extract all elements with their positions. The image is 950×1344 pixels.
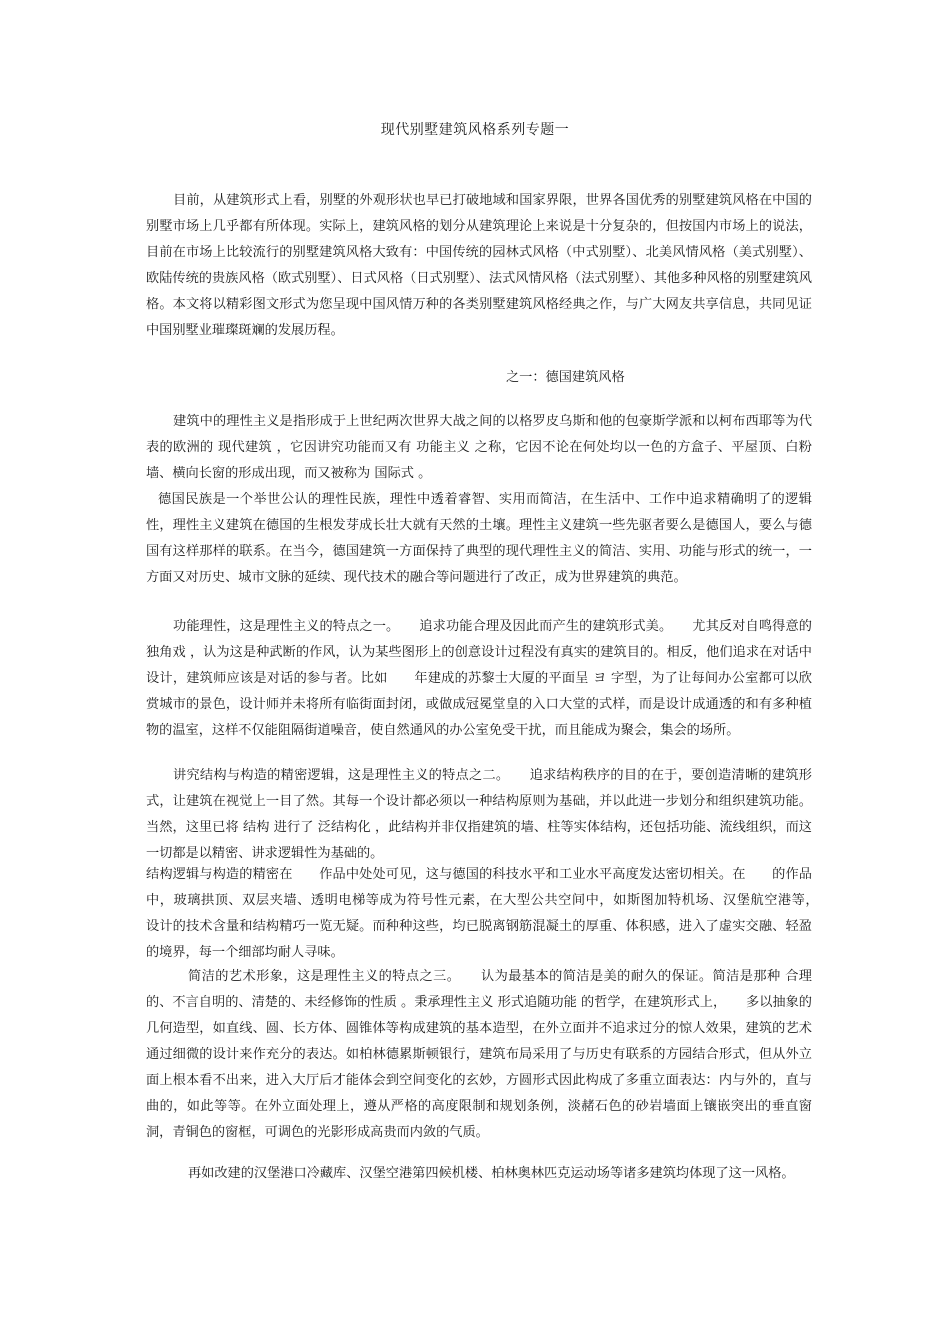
section-title: 之一：德国建筑风格 [506,370,625,385]
body-paragraph: 功能理性，这是理性主义的特点之一。 追求功能合理及因此而产生的建筑形式美。 尤其反对自鸣得意的独角戏 ，认为这是种武断的作风，认为某些图形上的创意设计过程没有真实的建筑目的。相反，他们追求在对话中设计，建筑师应该是对话的参与者。比如 年建成的苏黎士大厦的平面呈 ヨ 字型，为了让每间办公室都可以欣赏城市的景色，设计师并未将所有临街面封闭，或做成冠冕堂皇的入口大堂的式样，而是设计成通透的和有多种植物的温室，这样不仅能阻隔街道噪音，使自然通风的办公室免受干扰，而且能成为聚会，集会的场所。 [146,619,812,738]
body-paragraph: 建筑中的理性主义是指形成于上世纪两次世界大战之间的以格罗皮乌斯和他的包豪斯学派和以柯布西耶等为代表的欧洲的 现代建筑 ，它因讲究功能而又有 功能主义 之称，它因不论在何处均以一色的方盒子、平屋顶、白粉墙、横向长窗的形成出现，而又被称为 国际式 。 [146,414,812,481]
body-paragraph: 简洁的艺术形象，这是理性主义的特点之三。 认为最基本的简洁是美的耐久的保证。简洁是那种 合理的、不言自明的、清楚的、未经修饰的性质 。秉承理性主义 形式追随功能 的哲学，在建筑形式上， 多以抽象的几何造型，如直线、圆、长方体、圆锥体等构成建筑的基本造型，在外立面并不追求过分的惊人效果，建筑的艺术通过细微的设计来作充分的表达。如柏林德累斯顿银行，建筑布局采用了与历史有联系的方园结合形式，但从外立面上根本看不出来，进入大厅后才能体会到空间变化的玄妙，方圆形式因此构成了多重立面表达：内与外的，直与曲的，如此等等。在外立面处理上，遵从严格的高度限制和规划条例，淡赭石色的砂岩墙面上镶嵌突出的垂直窗洞，青铜色的窗框，可调色的光影形成高贵而内敛的气质。 [146,969,812,1140]
body-paragraph: 讲究结构与构造的精密逻辑，这是理性主义的特点之二。 追求结构秩序的目的在于，要创造清晰的建筑形式，让建筑在视觉上一目了然。其每一个设计都必须以一种结构原则为基础，并以此进一步划分和组织建筑功能。当然，这里已将 结构 进行了 泛结构化 ，此结构并非仅指建筑的墙、柱等实体结构，还包括功能、流线组织，而这一切都是以精密、讲求逻辑性为基础的。 [146,768,812,861]
intro-paragraph: 目前，从建筑形式上看，别墅的外观形状也早已打破地域和国家界限，世界各国优秀的别墅建筑风格在中国的别墅市场上几乎都有所体现。实际上，建筑风格的划分从建筑理论上来说是十分复杂的，但按国内市场上的说法，目前在市场上比较流行的别墅建筑风格大致有：中国传统的园林式风格（中式别墅）、北美风情风格（美式别墅）、欧陆传统的贵族风格（欧式别墅）、日式风格（日式别墅）、法式风情风格（法式别墅）、其他多种风格的别墅建筑风格。本文将以精彩图文形式为您呈现中国风情万种的各类别墅建筑风格经典之作，与广大网友共享信息，共同见证中国别墅业璀璨斑斓的发展历程。 [146,193,812,338]
body-paragraph: 再如改建的汉堡港口冷藏库、汉堡空港第四候机楼、柏林奥林匹克运动场等诸多建筑均体现了这一风格。 [188,1166,795,1181]
body-paragraph: 德国民族是一个举世公认的理性民族，理性中透着睿智、实用而简洁，在生活中、工作中追求精确明了的逻辑性，理性主义建筑在德国的生根发芽成长壮大就有天然的土壤。理性主义建筑一些先驱者要么是德国人，要么与德国有这样那样的联系。在当今，德国建筑一方面保持了典型的现代理性主义的简洁、实用、功能与形式的统一，一方面又对历史、城市文脉的延续、现代技术的融合等问题进行了改正，成为世界建筑的典范。 [146,492,812,585]
document-title: 现代别墅建筑风格系列专题一 [380,122,570,138]
body-paragraph: 结构逻辑与构造的精密在 作品中处处可见，这与德国的科技水平和工业水平高度发达密切相关。在 的作品中，玻璃拱顶、双层夹墙、透明电梯等成为符号性元素，在大型公共空间中，如斯图加特机场、汉堡航空港等， 设计的技术含量和结构精巧一览无疑。而种种这些，均已脱离钢筋混凝土的厚重、体积感，进入了虚实交融、轻盈的境界，每一个细部均耐人寻味。 [146,867,839,960]
